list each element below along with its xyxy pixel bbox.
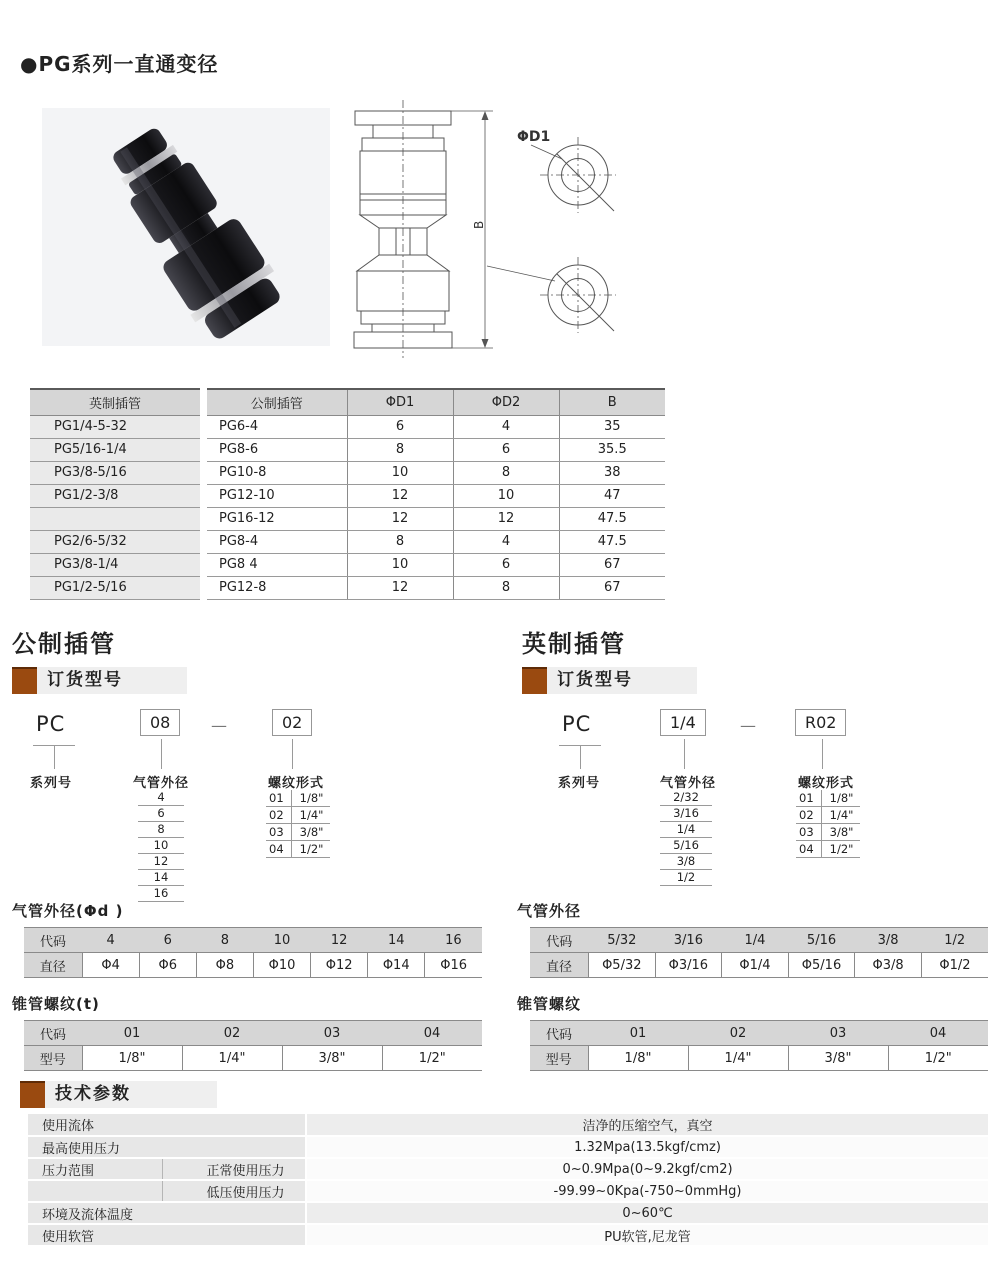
list-item: 3/8 <box>660 854 712 870</box>
list-item: 5/16 <box>660 838 712 854</box>
metric-od-table-title: 气管外径(Φd ) <box>12 902 124 920</box>
table-row: 代码 01 02 03 04 <box>530 1021 988 1046</box>
imperial-series-label: 系列号 <box>558 776 601 791</box>
table-row: PG5/16-1/4 <box>30 438 200 461</box>
list-item: 10 <box>138 838 184 854</box>
dim-label-b: B <box>472 220 486 229</box>
list-item: 1/2 <box>660 870 712 886</box>
table-row: 代码 4 6 8 10 12 14 16 <box>24 928 482 953</box>
table-row: 直径 Φ5/32 Φ3/16 Φ1/4 Φ5/16 Φ3/8 Φ1/2 <box>530 953 988 978</box>
table-row: PG8 4 10 6 67 <box>207 553 665 576</box>
table-row: PG10-8 10 8 38 <box>207 461 665 484</box>
table-row: PG1/2-3/8 <box>30 484 200 507</box>
section-marker-icon <box>522 667 547 694</box>
table-row: PG12-10 12 10 47 <box>207 484 665 507</box>
table-row: PG2/6-5/32 <box>30 530 200 553</box>
table-row: 01 1/8" <box>796 790 860 807</box>
product-photo <box>42 108 330 346</box>
table-row: 03 3/8" <box>796 824 860 841</box>
list-item: 16 <box>138 886 184 902</box>
list-item: 2/32 <box>660 790 712 806</box>
tech-heading: 技术参数 <box>45 1081 217 1108</box>
technical-drawing <box>335 95 665 365</box>
metric-series-label: 系列号 <box>30 776 73 791</box>
metric-order-strip <box>12 666 187 695</box>
spec-table-inch-column <box>30 388 200 600</box>
table-row: 03 3/8" <box>266 824 330 841</box>
spec-header-b: B <box>559 389 665 415</box>
dim-label-d1: ΦD1 <box>517 129 551 145</box>
table-row: PG1/4-5-32 <box>30 415 200 438</box>
table-row: PG8-6 8 6 35.5 <box>207 438 665 461</box>
table-row <box>30 507 200 530</box>
connector-line <box>822 739 823 769</box>
metric-od-options <box>138 790 184 902</box>
imperial-order-strip <box>522 666 697 695</box>
metric-od-label: 气管外径 <box>133 776 190 791</box>
list-item: 8 <box>138 822 184 838</box>
table-row: 使用流体 洁净的压缩空气，真空 <box>28 1114 988 1136</box>
metric-thread-table <box>24 1020 482 1071</box>
metric-thread-label: 螺纹形式 <box>268 776 325 791</box>
section-marker-icon <box>20 1081 45 1108</box>
table-row: 最高使用压力 1.32Mpa(13.5kgf/cmz) <box>28 1136 988 1158</box>
imperial-section-heading: 英制插管 <box>522 630 626 658</box>
spec-header-inch: 英制插管 <box>30 389 200 415</box>
connector-line <box>580 745 581 769</box>
imperial-od-options <box>660 790 712 886</box>
table-row: PG3/8-5/16 <box>30 461 200 484</box>
imperial-od-label: 气管外径 <box>660 776 717 791</box>
section-marker-icon <box>12 667 37 694</box>
table-row: 04 1/2" <box>796 841 860 858</box>
table-row: PG6-4 6 4 35 <box>207 415 665 438</box>
metric-code-size: 08 <box>140 709 180 736</box>
imperial-code-dash: — <box>740 716 756 735</box>
connector-line <box>54 745 55 769</box>
table-row: 型号 1/8" 1/4" 3/8" 1/2" <box>24 1046 482 1071</box>
spec-header-d2: ΦD2 <box>453 389 559 415</box>
tech-params-table <box>28 1114 988 1247</box>
spec-header-d1: ΦD1 <box>347 389 453 415</box>
list-item: 1/4 <box>660 822 712 838</box>
list-item: 6 <box>138 806 184 822</box>
table-row: PG16-12 12 12 47.5 <box>207 507 665 530</box>
list-item: 4 <box>138 790 184 806</box>
table-row: PG12-8 12 8 67 <box>207 576 665 599</box>
list-item: 3/16 <box>660 806 712 822</box>
table-row: 使用软管 PU软管,尼龙管 <box>28 1224 988 1246</box>
list-item: 12 <box>138 854 184 870</box>
imperial-thread-options <box>796 790 860 858</box>
table-row: 04 1/2" <box>266 841 330 858</box>
spec-header-metric: 公制插管 <box>207 389 347 415</box>
table-row: 低压使用压力 -99.99~0Kpa(-750~0mmHg) <box>28 1180 988 1202</box>
connector-line <box>684 739 685 769</box>
metric-code-dash: — <box>211 716 227 735</box>
table-row: 01 1/8" <box>266 790 330 807</box>
imperial-thread-table-title: 锥管螺纹 <box>517 995 582 1013</box>
imperial-thread-label: 螺纹形式 <box>798 776 855 791</box>
imperial-thread-table <box>530 1020 988 1071</box>
metric-code-series: PC <box>36 712 66 736</box>
table-row: 02 1/4" <box>266 807 330 824</box>
table-row: 型号 1/8" 1/4" 3/8" 1/2" <box>530 1046 988 1071</box>
spec-table-main <box>207 388 665 600</box>
table-row: 压力范围 正常使用压力 0~0.9Mpa(0~9.2kgf/cm2) <box>28 1158 988 1180</box>
table-row: 代码 01 02 03 04 <box>24 1021 482 1046</box>
table-row: PG1/2-5/16 <box>30 576 200 599</box>
metric-od-table <box>24 927 482 978</box>
table-row: 环境及流体温度 0~60℃ <box>28 1202 988 1224</box>
imperial-order-title: 订货型号 <box>547 667 697 694</box>
connector-line <box>161 739 162 769</box>
metric-thread-table-title: 锥管螺纹(t) <box>12 995 100 1013</box>
imperial-code-size: 1/4 <box>660 709 706 736</box>
metric-section-heading: 公制插管 <box>12 630 116 658</box>
metric-order-title: 订货型号 <box>37 667 187 694</box>
imperial-od-table <box>530 927 988 978</box>
list-item: 14 <box>138 870 184 886</box>
table-row: 02 1/4" <box>796 807 860 824</box>
metric-code-thread: 02 <box>272 709 312 736</box>
metric-thread-options <box>266 790 330 858</box>
imperial-od-table-title: 气管外径 <box>517 902 582 920</box>
connector-line <box>292 739 293 769</box>
imperial-code-series: PC <box>562 712 592 736</box>
table-row: PG3/8-1/4 <box>30 553 200 576</box>
page-title: ●PG系列一直通变径 <box>20 52 219 76</box>
table-row: 直径 Φ4 Φ6 Φ8 Φ10 Φ12 Φ14 Φ16 <box>24 953 482 978</box>
table-row: PG8-4 8 4 47.5 <box>207 530 665 553</box>
table-row: 代码 5/32 3/16 1/4 5/16 3/8 1/2 <box>530 928 988 953</box>
fitting-photo-illustration <box>42 108 330 346</box>
tech-heading-strip <box>20 1080 217 1109</box>
imperial-code-thread: R02 <box>795 709 846 736</box>
